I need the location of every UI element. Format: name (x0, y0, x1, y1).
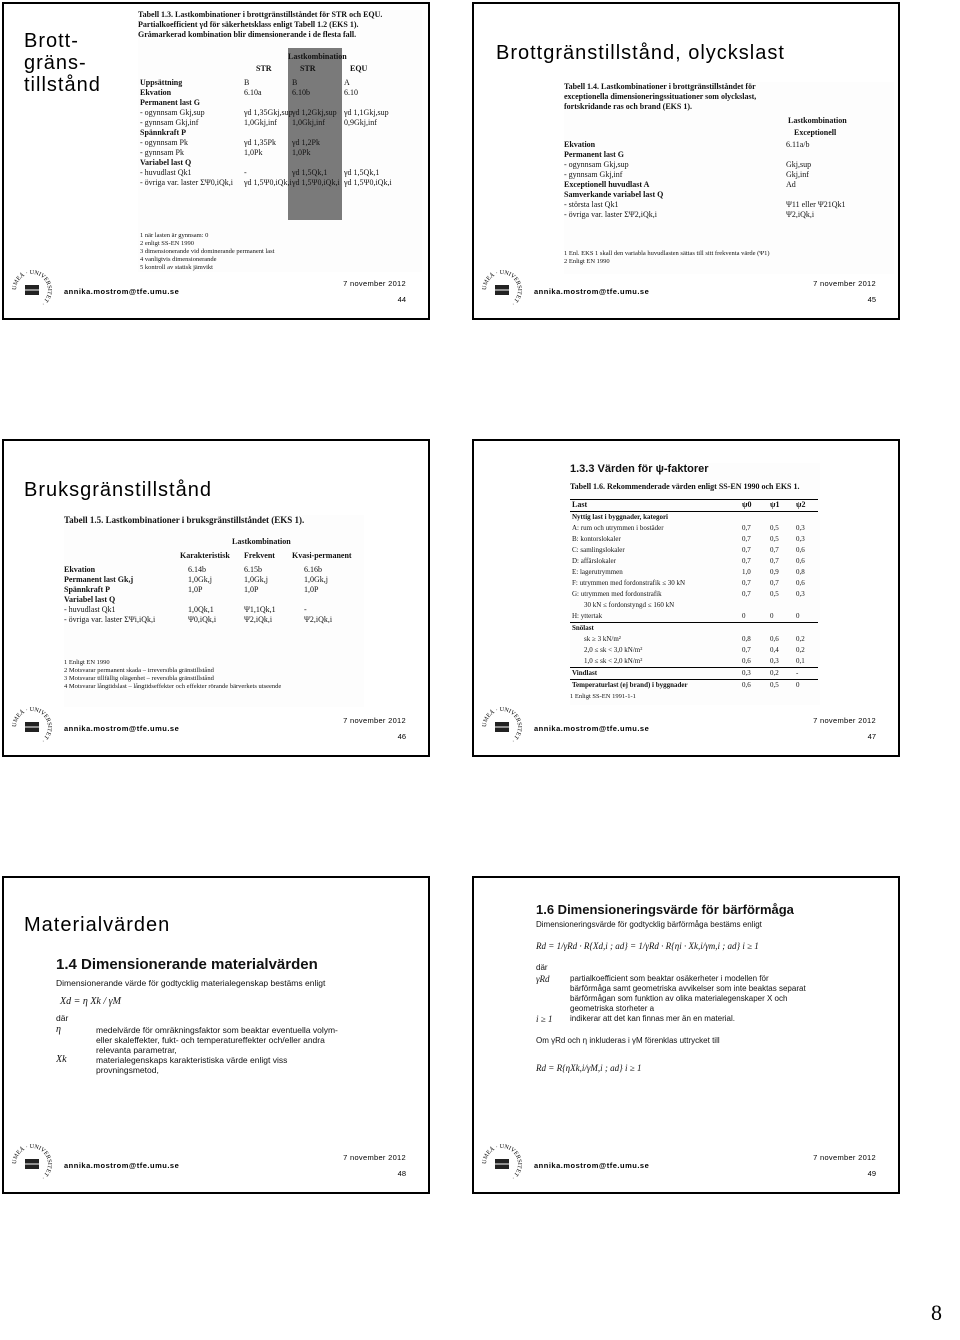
table-cell: D: affärslokaler (572, 557, 616, 565)
table-cell: γd 1,35Gkj,sup (244, 108, 293, 117)
table-cell: 0 (796, 681, 800, 689)
table-cell: Ad (786, 180, 796, 189)
table-cell: sk ≥ 3 kN/m² (584, 635, 621, 643)
table-cell: 1,0Gk,j (244, 575, 268, 584)
slide-number: 44 (397, 295, 406, 304)
table-cell: 0,7 (742, 590, 751, 598)
slide-46 (2, 439, 430, 757)
table-cell: C: samlingslokaler (572, 546, 625, 554)
table-cell: 0,7 (770, 546, 779, 554)
table-cell: 0,2 (796, 646, 805, 654)
slide-date: 7 november 2012 (813, 279, 876, 288)
table-row (570, 567, 818, 578)
table-row (140, 88, 420, 98)
scanned-section-1-6: 1.6 Dimensioneringsvärde för bärförmåga Dimensioneringsvärde för godtycklig bärförmåga bestäms enligt Rd = 1/γRd · R{Xd,i ; ad} = 1/γRd · R{ηi · Xk,i/γm,i ; ad} i ≥ 1 där γRd partialkoefficient som beaktar osäkerheter i modellen för bärförmåga samt geometriska avvikelser som inte beaktas separat bärförmågan som funktion av olika materialegenskaper X och geometriska storheter a i ≥ 1 indikerar att det kan finnas mer än en material. Om γRd och η inkluderas i γM förenklas uttrycket till Rd = R{ηXk,i/γM,i ; ad} i ≥ 1 (536, 902, 886, 1148)
slide-title: Brottgränstillstånd, olyckslast (496, 42, 785, 64)
slide-47 (472, 439, 900, 757)
slide-title: Brott- gräns- tillstånd (24, 30, 101, 96)
author-email: annika.mostrom@tfe.umu.se (64, 1161, 180, 1170)
table-row (570, 512, 818, 523)
umea-university-logo-icon (480, 1142, 524, 1186)
table-cell: 0,2 (770, 669, 779, 677)
table-row (64, 585, 362, 595)
footnote: 1 Enligt EN 1990 (64, 659, 110, 666)
table-cell: 1,0Gk,j (304, 575, 328, 584)
table-rows (564, 140, 890, 220)
table-row (564, 150, 890, 160)
table-row (570, 645, 818, 656)
table-cell: 0,5 (770, 524, 779, 532)
table-cell: Samverkande variabel last Q (564, 190, 664, 199)
table-cell: 0,6 (796, 557, 805, 565)
table-cell: 6.15b (244, 565, 262, 574)
table-cell: - största last Qk1 (564, 200, 619, 209)
slide-title: Bruksgränstillstånd (24, 479, 212, 501)
footnote: 1 när lasten är gynnsam: 0 (140, 232, 209, 239)
table-cell: G: utrymmen med fordonstrafik (572, 590, 662, 598)
table-cell: 0 (770, 612, 774, 620)
table-cell: A: rum och utrymmen i bostäder (572, 524, 664, 532)
table-cell: 0,2 (796, 635, 805, 643)
table-cell: 1,0 (742, 568, 751, 576)
table-cell: - övriga var. laster ΣΨi,iQk,i (64, 615, 156, 624)
table-cell: - gynnsam Gkj,inf (140, 118, 199, 127)
table-rows (140, 78, 420, 188)
table-row (564, 160, 890, 170)
footnote: 4 vanligtvis dimensionerande (140, 256, 217, 263)
table-row (570, 622, 818, 634)
slide-44 (2, 2, 430, 320)
table-cell: 0,5 (770, 681, 779, 689)
table-row (570, 656, 818, 667)
slide-number: 48 (397, 1169, 406, 1178)
table-row (564, 170, 890, 180)
table-row (564, 140, 890, 150)
table-row (570, 545, 818, 556)
slide-date: 7 november 2012 (343, 279, 406, 288)
slide-title: Materialvärden (24, 914, 171, 936)
svg-text:UMEÅ · UNIVERSITET ·: UMEÅ · UNIVERSITET · (11, 706, 53, 744)
table-cell: 30 kN ≤ fordonstyngd ≤ 160 kN (584, 601, 675, 609)
table-row (64, 575, 362, 585)
table-cell: 0,3 (742, 669, 751, 677)
table-cell: Variabel last Q (140, 158, 192, 167)
table-row (140, 98, 420, 108)
table-cell: γd 1,5Ψ0,iQk,i (344, 178, 392, 187)
footnotes (64, 659, 281, 691)
table-row (140, 108, 420, 118)
table-cell: 1,0Pk (292, 148, 311, 157)
table-cell: γd 1,5Qk,1 (292, 168, 328, 177)
table-cell: 0,7 (770, 579, 779, 587)
table-cell: Ekvation (564, 140, 596, 149)
table-cell: 1,0Gkj,inf (244, 118, 277, 127)
table-cell: Ψ2,iQk,i (304, 615, 333, 624)
footnote: 1 Enl. EKS 1 skall den variabla huvudlasten sättas till sitt frekventa värde (Ψ1) (564, 250, 770, 257)
umea-university-logo-icon (10, 268, 54, 312)
table-cell: 1,0P (188, 585, 203, 594)
table-cell: 1,0P (304, 585, 319, 594)
scanned-table-1-4: Tabell 1.4. Lastkombinationer i brottgränstillståndet för exceptionella dimensioneringssituationer som olyckslast, fortskridande ras och brand (EKS 1). Lastkombination Exceptionell Ekvation 6.11a/b Permanent last G - ogynnsam Gkj,sup Gkj,sup - gynnsam Gkj,inf Gkj,inf Exceptionell huvudlast A Ad Samverkande variabel last Q - största last Qk1 Ψ11 eller Ψ21Qk1 - övriga var. laster ΣΨ2,iQk,i Ψ2,iQk,i 1 Enl. EKS 1 skall den variabla huvudlasten sättas till sitt frekventa värde (Ψ1) 2 Enligt EN 1990 (564, 82, 894, 274)
table-cell: γd 1,5Ψ0,iQk,i (244, 178, 292, 187)
table-cell: 0,3 (796, 524, 805, 532)
table-row (140, 128, 420, 138)
table-cell: 0,7 (742, 646, 751, 654)
table-cell: γd 1,5Ψ0,iQk,i (292, 178, 340, 187)
table-row (64, 565, 362, 575)
table-cell: - gynnsam Gkj,inf (564, 170, 623, 179)
table-cell: 6.10b (292, 88, 310, 97)
slide-date: 7 november 2012 (343, 716, 406, 725)
table-cell: Uppsättning (140, 78, 183, 87)
table-row (564, 180, 890, 190)
table-row (570, 589, 818, 600)
slide-45 (472, 2, 900, 320)
umea-university-logo-icon (10, 1142, 54, 1186)
table-cell: Ψ11 eller Ψ21Qk1 (786, 200, 846, 209)
table-row (140, 168, 420, 178)
table-cell: - ogynnsam Gkj,sup (140, 108, 205, 117)
slide-number: 45 (867, 295, 876, 304)
table-cell: Spännkraft P (64, 585, 111, 594)
slide-49 (472, 876, 900, 1194)
formula-rd: Rd = 1/γRd · R{Xd,i ; ad} = 1/γRd · R{ηi · Xk,i/γm,i ; ad} i ≥ 1 (536, 941, 759, 951)
table-row (64, 595, 362, 605)
table-cell: - (304, 605, 307, 614)
table-cell: γd 1,1Gkj,sup (344, 108, 389, 117)
svg-text:UMEÅ · UNIVERSITET ·: UMEÅ · UNIVERSITET · (11, 269, 53, 307)
footnote: 2 Enligt EN 1990 (564, 258, 610, 265)
table-cell: Permanent last G (140, 98, 200, 107)
table-cell: 1,0Pk (244, 148, 263, 157)
table-cell: Ψ2,iQk,i (244, 615, 273, 624)
svg-text:UMEÅ · UNIVERSITET ·: UMEÅ · UNIVERSITET · (481, 269, 523, 307)
slide-date: 7 november 2012 (813, 1153, 876, 1162)
footnotes (140, 232, 274, 272)
slide-number: 47 (867, 732, 876, 741)
table-cell: 0,3 (796, 535, 805, 543)
table-cell: γd 1,2Gkj,sup (292, 108, 337, 117)
table-cell: - ogynnsam Gkj,sup (564, 160, 629, 169)
table-cell: 0,8 (796, 568, 805, 576)
table-cell: 0,7 (742, 579, 751, 587)
table-cell: 0,4 (770, 646, 779, 654)
table-row (64, 615, 362, 625)
table-cell: A (344, 78, 350, 87)
table-cell: γd 1,35Pk (244, 138, 276, 147)
table-cell: Exceptionell huvudlast A (564, 180, 650, 189)
table-cell: 0,1 (796, 657, 805, 665)
table-cell: 0,6 (796, 546, 805, 554)
table-cell: 0,7 (742, 535, 751, 543)
table-row (570, 600, 818, 611)
table-row (564, 210, 890, 220)
table-row (140, 148, 420, 158)
svg-text:UMEÅ · UNIVERSITET ·: UMEÅ · UNIVERSITET · (481, 1143, 523, 1181)
table-cell: Permanent last Gk,j (64, 575, 134, 584)
table-cell: Spännkraft P (140, 128, 187, 137)
footnote: 2 enligt SS-EN 1990 (140, 240, 194, 247)
table-cell: - övriga var. laster ΣΨ2,iQk,i (564, 210, 657, 219)
author-email: annika.mostrom@tfe.umu.se (64, 724, 180, 733)
table-cell: 0,3 (796, 590, 805, 598)
table-row (570, 556, 818, 567)
table-row (570, 667, 818, 679)
table-row (564, 190, 890, 200)
scanned-table-1-5: Tabell 1.5. Lastkombinationer i bruksgränstillståndet (EKS 1). Lastkombination Karakteristisk Frekvent Kvasi-permanent Ekvation 6.14b 6.15b 6.16b Permanent last Gk,j 1,0Gk,j 1,0Gk,j 1,0Gk,j Spännkraft P 1,0P 1,0P 1,0P Variabel last Q - huvudlast Qk1 1,0Qk,1 Ψ1,1Qk,1 - - övriga var. laster ΣΨi,iQk,i Ψ0,iQk,i Ψ2,iQk,i Ψ2,iQk,i 1 Enligt EN 1990 2 Motsvarar permanent skada – irreversibla gränstillstånd 3 Motsvarar tillfällig olägenhet – reversibla gränstillstånd 4 Motsvarar långtidslast – långtidseffekter och effekter rörande bärverkets utseende (64, 515, 364, 707)
table-cell: Ekvation (64, 565, 96, 574)
formula-xd: Xd = η Xk / γM (60, 996, 121, 1007)
table-cell: Gkj,inf (786, 170, 809, 179)
table-row (140, 158, 420, 168)
table-cell: 0,6 (770, 635, 779, 643)
table-cell: 6.14b (188, 565, 206, 574)
scanned-table-1-3: Tabell 1.3. Lastkombinationer i brottgränstillståndet för STR och EQU. Partialkoefficient γd för säkerhetsklass enligt Tabell 1.2 (EKS 1). Gråmarkerad kombination blir dimensionerande i de flesta fall. Lastkombination STR STR EQU Uppsättning B B A Ekvation 6.10a 6.10b 6.10 Permanent last G - ogynnsam Gkj,sup γd 1,35Gkj,sup γd 1,2Gkj,sup γd 1,1Gkj,sup - gynnsam Gkj,inf 1,0Gkj,inf 1,0Gkj,inf 0,9Gkj,inf Spännkraft P - ogynnsam Pk γd 1,35Pk γd 1,2Pk - gynnsam Pk 1,0Pk 1,0Pk Variabel last Q - huvudlast Qk1 - γd 1,5Qk,1 γd 1,5Qk,1 - övriga var. laster ΣΨ0,iQk,i γd 1,5Ψ0,iQk,i γd 1,5Ψ0,iQk,i γd 1,5Ψ0,iQk,i 1 när lasten är gynnsam: 0 2 enligt SS-EN 1990 3 dimensionerande vid dominerande permanent last 4 vanligtvis dimensionerande 5 kontroll av statisk jämvikt (138, 10, 422, 272)
table-cell: 0,7 (742, 557, 751, 565)
footnote: 3 Motsvarar tillfällig olägenhet – reversibla gränstillstånd (64, 675, 214, 682)
table-cell: - övriga var. laster ΣΨ0,iQk,i (140, 178, 233, 187)
table-row (570, 523, 818, 534)
scanned-table-1-6: 1.3.3 Värden för ψ-faktorer Tabell 1.6. Rekommenderade värden enligt SS-EN 1990 och EKS 1. Last ψ0 ψ1 ψ2 Nyttig last i byggnader, kategori A: rum och utrymmen i bostäder 0,7 0,5 0,3 B: kontorslokaler 0,7 0,5 0,3 C: samlingslokaler 0,7 0,7 0,6 D: affärslokaler 0,7 0,7 0,6 E: lagerutrymmen 1,0 0,9 0,8 F: utrymmen med fordonstrafik ≤ 30 kN 0,7 0,7 0,6 G: utrymmen med fordonstrafik 0,7 0,5 0,3 30 kN ≤ fordonstyngd ≤ 160 kN H: yttertak 0 0 0 Snölast sk ≥ 3 kN/m² 0,8 0,6 0,2 2,0 ≤ sk < 3,0 kN/m² 0,7 0,4 0,2 1,0 ≤ sk < 2,0 kN/m² 0,6 0,3 0,1 Vindlast 0,3 0,2 - Temperaturlast (ej brand) i byggnader 0,6 0,5 0 1 Enligt SS-EN 1991-1-1 (570, 463, 820, 705)
table-row (570, 634, 818, 645)
table-cell: Ψ1,1Qk,1 (244, 605, 276, 614)
svg-text:UMEÅ · UNIVERSITET ·: UMEÅ · UNIVERSITET · (11, 1143, 53, 1181)
table-cell: Variabel last Q (64, 595, 116, 604)
table-cell: E: lagerutrymmen (572, 568, 623, 576)
table-cell: Ψ2,iQk,i (786, 210, 815, 219)
table-cell: 0,8 (742, 635, 751, 643)
slide-date: 7 november 2012 (813, 716, 876, 725)
table-row (140, 138, 420, 148)
table-cell: B (244, 78, 250, 87)
table-cell: 0,6 (742, 681, 751, 689)
table-cell: - ogynnsam Pk (140, 138, 188, 147)
table-cell: 0,5 (770, 535, 779, 543)
table-cell: 0,9 (770, 568, 779, 576)
table-cell: 1,0Gk,j (188, 575, 212, 584)
table-header (570, 499, 818, 512)
table-cell: 0,7 (742, 546, 751, 554)
slide-date: 7 november 2012 (343, 1153, 406, 1162)
table-cell: B: kontorslokaler (572, 535, 621, 543)
author-email: annika.mostrom@tfe.umu.se (534, 1161, 650, 1170)
table-cell: Ψ0,iQk,i (188, 615, 217, 624)
table-cell: 6.10a (244, 88, 262, 97)
column-header: ψ2 (796, 500, 806, 509)
table-cell: Snölast (572, 624, 594, 632)
table-row (140, 78, 420, 88)
table-cell: γd 1,2Pk (292, 138, 320, 147)
author-email: annika.mostrom@tfe.umu.se (534, 287, 650, 296)
umea-university-logo-icon (10, 705, 54, 749)
slide-number: 46 (397, 732, 406, 741)
footnote: 2 Motsvarar permanent skada – irreversibla gränstillstånd (64, 667, 214, 674)
table-cell: 1,0P (244, 585, 259, 594)
formula-rd-simplified: Rd = R{ηXk,i/γM,i ; ad} i ≥ 1 (536, 1063, 642, 1073)
table-cell: B (292, 78, 298, 87)
table-cell: - huvudlast Qk1 (140, 168, 192, 177)
umea-university-logo-icon (480, 705, 524, 749)
table-cell: Temperaturlast (ej brand) i byggnader (572, 681, 688, 689)
table-cell: 0,6 (742, 657, 751, 665)
column-header: ψ1 (770, 500, 780, 509)
table-cell: 1,0Qk,1 (188, 605, 214, 614)
scanned-section-1-4: 1.4 Dimensionerande materialvärden Dimensionerande värde för godtycklig materialegenskap bestäms enligt Xd = η Xk / γM där η medelvärde för omräkningsfaktor som beaktar eventuella volym- eller skaleffekter, fukt- och temperatureffekter och/eller andra relevanta parametrar, Xk materialegenskaps karakteristiska värde enligt viss provningsmetod, (56, 956, 396, 1146)
table-cell: 6.10 (344, 88, 358, 97)
table-row (64, 605, 362, 615)
author-email: annika.mostrom@tfe.umu.se (534, 724, 650, 733)
footnote: 3 dimensionerande vid dominerande permanent last (140, 248, 275, 255)
table-rows (570, 499, 818, 691)
table-row (570, 578, 818, 589)
column-header: ψ0 (742, 500, 752, 509)
table-cell: Permanent last G (564, 150, 624, 159)
table-cell: - (244, 168, 247, 177)
author-email: annika.mostrom@tfe.umu.se (64, 287, 180, 296)
table-cell: 0,3 (770, 657, 779, 665)
footnotes (564, 250, 770, 266)
table-cell: - (796, 669, 799, 677)
table-cell: Ekvation (140, 88, 172, 97)
slide-48 (2, 876, 430, 1194)
table-cell: 0,5 (770, 590, 779, 598)
table-cell: 0,7 (742, 524, 751, 532)
table-rows (64, 565, 362, 625)
table-cell: 1,0 ≤ sk < 2,0 kN/m² (584, 657, 643, 665)
footnote: 4 Motsvarar långtidslast – långtidseffekter och effekter rörande bärverkets utseende (64, 683, 282, 690)
table-cell: H: yttertak (572, 612, 603, 620)
svg-text:UMEÅ · UNIVERSITET ·: UMEÅ · UNIVERSITET · (481, 706, 523, 744)
table-row (570, 679, 818, 691)
table-cell: F: utrymmen med fordonstrafik ≤ 30 kN (572, 579, 686, 587)
table-cell: - huvudlast Qk1 (64, 605, 116, 614)
table-cell: - gynnsam Pk (140, 148, 184, 157)
table-cell: 0,6 (796, 579, 805, 587)
table-cell: 0,9Gkj,inf (344, 118, 377, 127)
table-cell: Gkj,sup (786, 160, 812, 169)
table-row (140, 118, 420, 128)
slide-number: 49 (867, 1169, 876, 1178)
table-cell: 6.11a/b (786, 140, 810, 149)
page-number: 8 (931, 1300, 942, 1325)
column-header: Last (572, 500, 588, 509)
table-row (564, 200, 890, 210)
table-cell: 6.16b (304, 565, 322, 574)
table-cell: 0 (742, 612, 746, 620)
table-cell: γd 1,5Qk,1 (344, 168, 380, 177)
table-cell: 1,0Gkj,inf (292, 118, 325, 127)
table-cell: 0,7 (770, 557, 779, 565)
table-row (570, 534, 818, 545)
table-row (570, 611, 818, 622)
table-cell: 2,0 ≤ sk < 3,0 kN/m² (584, 646, 643, 654)
table-cell: Vindlast (572, 669, 598, 677)
umea-university-logo-icon (480, 268, 524, 312)
table-cell: Nyttig last i byggnader, kategori (572, 513, 668, 521)
table-row (140, 178, 420, 188)
footnote: 5 kontroll av statisk jämvikt (140, 264, 213, 271)
table-cell: 0 (796, 612, 800, 620)
